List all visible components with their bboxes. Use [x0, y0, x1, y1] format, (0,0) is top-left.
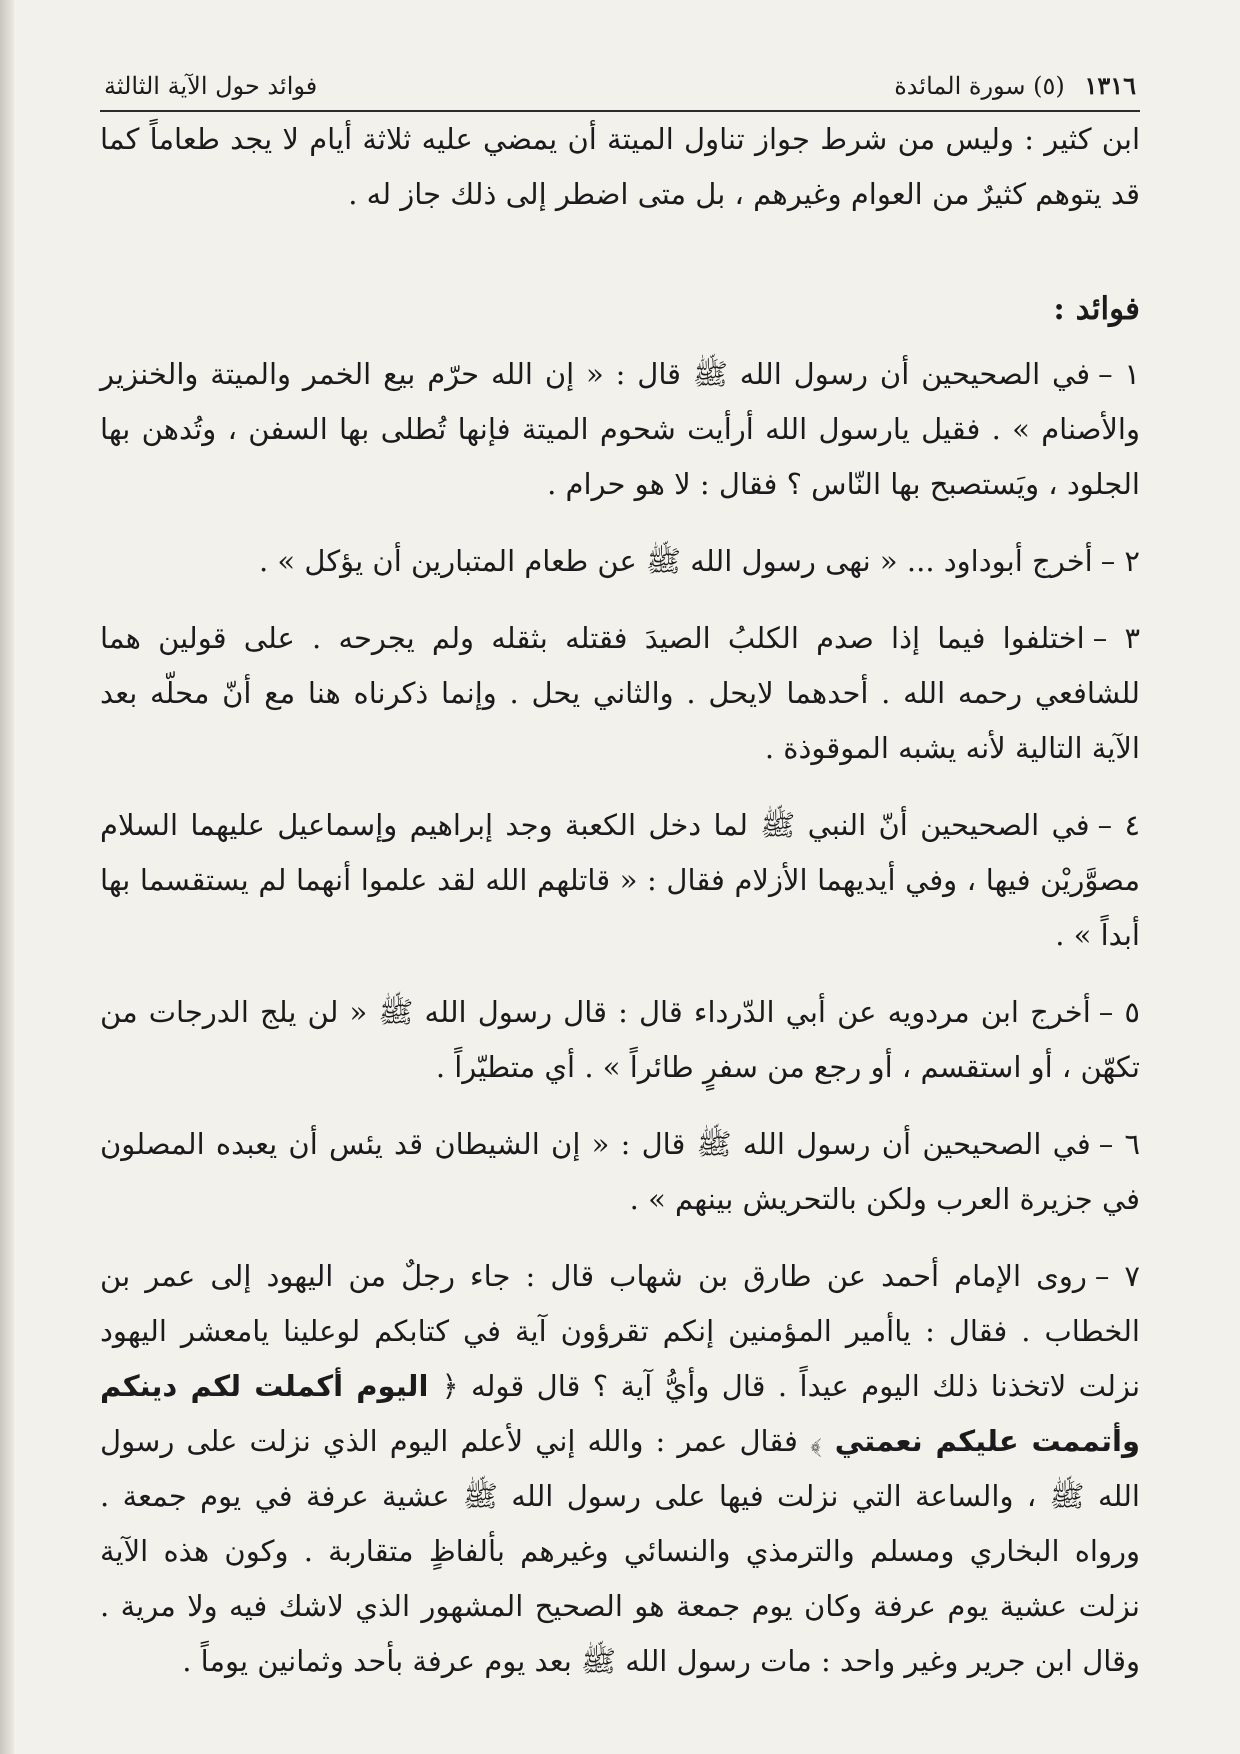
item-text-before-verse: روى الإمام أحمد عن طارق بن شهاب قال : جاء رجلٌ من اليهود إلى عمر بن الخطاب . فقال : ياأمير المؤمنين إنكم تقرؤون آية في كتابكم لوعلينا يامعشر اليهود نزلت لاتخذنا ذلك اليوم عيداً . قال وأيُّ آية ؟ قال قوله ﴿ [100, 1259, 1141, 1403]
intro-paragraph: ابن كثير : وليس من شرط جواز تناول الميتة أن يمضي عليه ثلاثة أيام لا يجد طعاماً كما قد يتوهم كثيرٌ من العوام وغيرهم ، بل متى اضطر إلى ذلك جاز له . [100, 122, 1140, 211]
item-number: ٧ – [1094, 1259, 1140, 1293]
item-text: أخرج ابن مردويه عن أبي الدّرداء قال : قال رسول الله ﷺ « لن يلج الدرجات من تكهّن ، أو استقسم ، أو رجع من سفرٍ طائراً » . أي متطيّراً . [100, 995, 1140, 1084]
header-right [894, 70, 1136, 102]
list-item-7 [100, 1249, 1140, 1689]
item-text: في الصحيحين أن رسول الله ﷺ قال : « إن الشيطان قد يئس أن يعبده المصلون في جزيرة العرب ولكن بالتحريش بينهم » . [100, 1127, 1140, 1216]
fawaid-heading: فوائد : [1053, 291, 1140, 327]
item-text: اختلفوا فيما إذا صدم الكلبُ الصيدَ فقتله بثقله ولم يجرحه . على قولين هما للشافعي رحمه الله . أحدهما لايحل . والثاني يحل . وإنما ذكرناه هنا مع أنّ محلّه بعد الآية التالية لأنه يشبه الموقوذة . [100, 621, 1140, 765]
page-number: ١٣١٦ [1084, 71, 1136, 100]
list-item-2 [100, 534, 1140, 589]
list-item-6 [100, 1117, 1140, 1227]
quranic-verse: اليوم أكملت لكم دينكم وأتممت عليكم نعمتي [100, 1369, 1140, 1458]
surah-title: (٥) سورة المائدة [894, 72, 1065, 100]
list-item-3 [100, 611, 1140, 776]
item-text: في الصحيحين أن رسول الله ﷺ قال : « إن الله حرّم بيع الخمر والميتة والخنزير والأصنام » . فقيل يارسول الله أرأيت شحوم الميتة فإنها تُطلى بها السفن ، وتُدهن بها الجلود ، ويَستصبح بها النّاس ؟ فقال : لا هو حرام . [100, 357, 1140, 501]
book-page [100, 70, 1140, 1711]
running-header [100, 70, 1140, 112]
list-item-1 [100, 347, 1140, 512]
item-number: ٤ – [1097, 808, 1141, 842]
item-text: في الصحيحين أنّ النبي ﷺ لما دخل الكعبة وجد إبراهيم وإسماعيل عليهما السلام مصوَّريْن فيها ، وفي أيديهما الأزلام فقال : « قاتلهم الله لقد علموا أنهما لم يستقسما بها أبداً » . [100, 808, 1140, 952]
item-text: أخرج أبوداود ... « نهى رسول الله ﷺ عن طعام المتبارين أن يؤكل » . [258, 544, 1093, 578]
item-number: ٢ – [1100, 544, 1140, 578]
section-title: فوائد حول الآية الثالثة [104, 72, 318, 100]
item-number: ١ – [1098, 357, 1140, 391]
list-item-4 [100, 798, 1140, 963]
list-item-5 [100, 985, 1140, 1095]
item-text-after-verse: ﴾ فقال عمر : والله إني لأعلم اليوم الذي نزلت على رسول الله ﷺ ، والساعة التي نزلت فيها على رسول الله ﷺ عشية عرفة في يوم جمعة . ورواه البخاري ومسلم والترمذي والنسائي وغيرهم بألفاظٍ متقاربة . وكون هذه الآية نزلت عشية يوم عرفة وكان يوم جمعة هو الصحيح المشهور الذي لاشك فيه ولا مرية . وقال ابن جرير وغير واحد : مات رسول الله ﷺ بعد يوم عرفة بأحد وثمانين يوماً . [100, 1424, 1140, 1678]
item-number: ٥ – [1098, 995, 1140, 1029]
item-number: ٦ – [1098, 1127, 1141, 1161]
item-number: ٣ – [1092, 621, 1141, 655]
page-binding-edge [0, 0, 14, 1754]
